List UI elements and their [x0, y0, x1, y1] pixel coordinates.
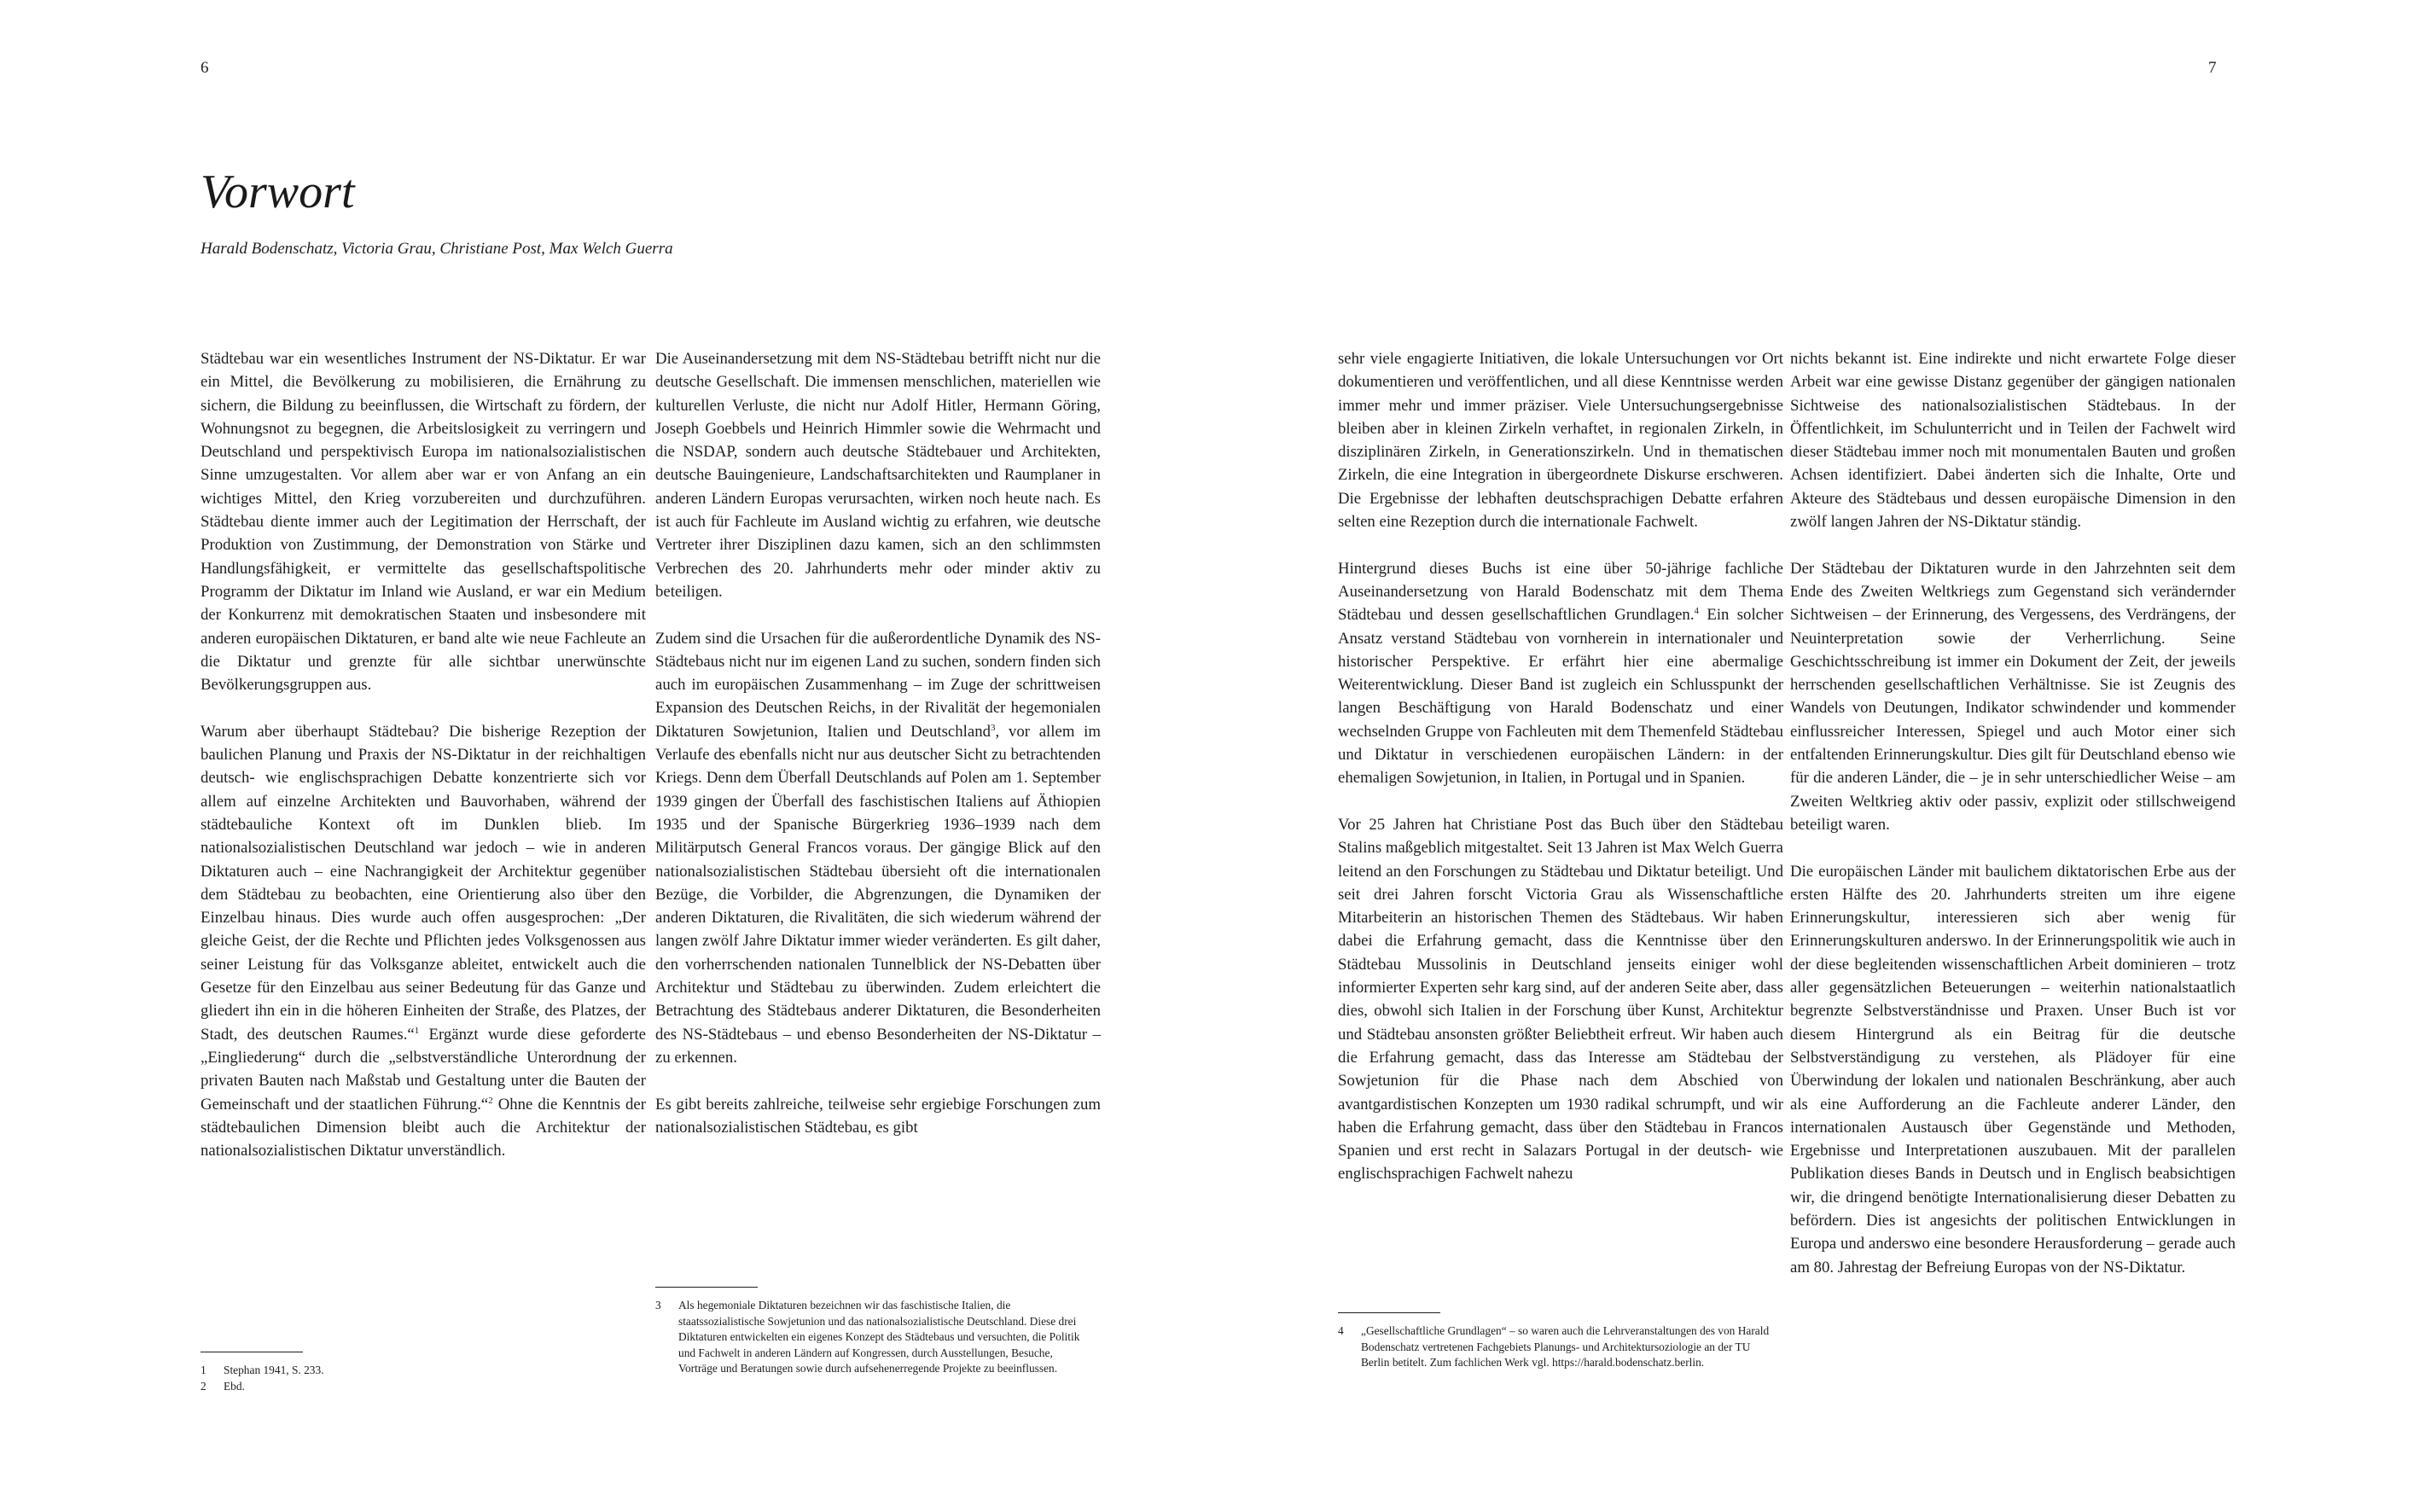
body-paragraph — [201, 720, 646, 1163]
text-run: Die Auseinandersetzung mit dem NS-Städtebau betrifft nicht nur die deutsche Gesellschaft. Die immensen menschlichen, materiellen wie kulturellen Verluste, die nicht nur Adolf Hitler, Hermann Göring, Joseph Goebbels und Heinrich Himmler sowie die Wehrmacht und die NSDAP, sondern auch deutsche Städtebauer und Architekten, deutsche Bauingenieure, Landschaftsarchitekten und Raumplaner in anderen Ländern Europas verursachten, wirken noch heute nach. Es ist auch für Fachleute im Ausland wichtig zu erfahren, wie deutsche Vertreter ihrer Disziplinen dazu kamen, sich an den schlimmsten Verbrechen des 20. Jahrhunderts mehr oder minder aktiv zu beteiligen. — [655, 350, 1101, 601]
body-paragraph — [1790, 860, 2236, 1279]
author-line: Harald Bodenschatz, Victoria Grau, Christiane Post, Max Welch Guerra — [201, 240, 673, 258]
footnote — [201, 1379, 456, 1395]
footnote-number: 1 — [201, 1364, 206, 1376]
footnote-marker: 1 — [414, 1025, 420, 1036]
footnote-number: 3 — [655, 1299, 661, 1311]
body-paragraph — [1790, 347, 2236, 533]
text-run: Städtebau war ein wesentliches Instrument der NS-Diktatur. Er war ein Mittel, die Bevölkerung zu mobilisieren, die Ernährung zu sichern, die Bildung zu beeinflussen, die Wirtschaft zu fördern, der Wohnungsnot zu begegnen, die Arbeitslosigkeit zu verringern und Deutschland und perspektivisch Europa im nationalsozialistischen Sinne umzugestalten. Vor allem aber war er von Anfang an ein wichtiges Mittel, den Krieg vorzubereiten und durchzuführen. Städtebau diente immer auch der Legitimation der Herrschaft, der Produktion von Zustimmung, der Demonstration von Stärke und Handlungsfähigkeit, er vermittelte das gesellschaftspolitische Programm der Diktatur im Inland wie Ausland, er war ein Medium der Konkurrenz mit demokratischen Staaten und insbesondere mit anderen europäischen Diktaturen, er band alte wie neue Fachleute an die Diktatur und grenzte für alle sichtbar unerwünschte Bevölkerungsgruppen aus. — [201, 350, 646, 695]
footnote — [655, 1298, 1082, 1377]
footnotes-middle — [655, 1287, 1082, 1377]
footnote-marker: 3 — [990, 722, 996, 733]
footnote-marker: 2 — [488, 1095, 493, 1106]
footnote-text: „Gesellschaftliche Grundlagen“ – so waren auch die Lehrveranstaltungen des von Harald Bodenschatz vertretenen Fachgebiets Planungs- und Architektursoziologie an der TU Berlin betitelt. Zum fachlichen Werk vgl. https://harald.bodenschatz.berlin. — [1361, 1324, 1770, 1369]
text-run: Ergänzt wurde diese geforderte „Eingliederung“ durch die „selbstverständliche Unterordnung der privaten Bauten nach Maßstab und Gestaltung unter die Bauten der Gemeinschaft und der staatlichen Führung.“ — [201, 1025, 647, 1114]
text-run: Warum aber überhaupt Städtebau? Die bisherige Rezeption der baulichen Planung und Praxis der NS-Diktatur in der reichhaltigen deutsch- wie englischsprachigen Debatte konzentrierte sich vor allem auf einzelne Architekten und Bauvorhaben, während der städtebauliche Kontext oft im Dunklen blieb. Im nationalsozialistischen Deutschland war jedoch – wie in anderen Diktaturen auch – eine Nachrangigkeit der Architektur gegenüber dem Städtebau zu beobachten, eine Orientierung also über den Einzelbau hinaus. Dies wurde auch offen ausgesprochen: „Der gleiche Geist, der die Rechte und Pflichten jedes Volksgenossen aus seiner Leistung für das Volksganze ableitet, entwickelt auch die Gesetze für den Einzelbau aus seiner Bedeutung für das Ganze und gliedert ihn ein in die höheren Einheiten der Straße, des Platzes, der Stadt, des deutschen Raumes.“ — [201, 722, 646, 1044]
text-run: Zudem sind die Ursachen für die außerordentliche Dynamik des NS-Städtebaus nicht nur im eigenen Land zu suchen, sondern finden sich auch im europäischen Zusammenhang – im Zuge der schrittweisen Expansion des Deutschen Reichs, in der Rivalität der hegemonialen Diktaturen Sowjetunion, Italien und Deutschland — [655, 629, 1101, 741]
body-paragraph — [655, 347, 1101, 603]
footnotes-right — [1338, 1312, 1773, 1371]
text-column-4 — [1790, 347, 2236, 1279]
footnotes-left — [201, 1352, 456, 1394]
body-paragraph — [1338, 347, 1783, 533]
footnote-number: 2 — [201, 1379, 206, 1393]
footnote — [201, 1363, 456, 1379]
footnote-text: Ebd. — [224, 1379, 245, 1393]
footnote-marker: 4 — [1694, 606, 1700, 617]
text-run: Hintergrund dieses Buchs ist eine über 50-jährige fachliche Auseinandersetzung von Harald Bodenschatz mit dem Thema Städtebau und dessen gesellschaftlichen Grundlagen. — [1338, 559, 1783, 625]
footnote-rule — [655, 1287, 758, 1288]
body-paragraph — [1790, 557, 2236, 837]
page-number-left: 6 — [201, 59, 209, 77]
page-number-right: 7 — [2208, 59, 2217, 77]
body-paragraph — [201, 347, 646, 696]
footnote-rule — [1338, 1312, 1440, 1313]
text-column-3 — [1338, 347, 1783, 1186]
footnote-text: Als hegemoniale Diktaturen bezeichnen wir das faschistische Italien, die staatssozialistische Sowjetunion und das nationalsozialistische Deutschland. Diese drei Diktaturen entwickelten ein eigenes Konzept des Städtebaus und versuchten, die Politik und Fachwelt in anderen Ländern auf Kongressen, durch Ausstellungen, Besuche, Vorträge und Beratungen sowie durch aufsehenerregende Projekte zu beeinflussen. — [678, 1299, 1080, 1375]
text-run: Der Städtebau der Diktaturen wurde in den Jahrzehnten seit dem Ende des Zweiten Weltkriegs zum Gegenstand sich verändernder Sichtweisen – der Erinnerung, des Vergessens, des Verdrängens, der Neuinterpretation sowie der Verherrlichung. Seine Geschichtsschreibung ist immer ein Dokument der Zeit, der jeweils herrschenden gesellschaftlichen Verhältnisse. Sie ist Zeugnis des Wandels von Deutungen, Indikator schwindender und kommender einflussreicher Interessen, Spiegel und auch Motor einer sich entfaltenden Erinnerungskultur. Dies gilt für Deutschland ebenso wie für die anderen Länder, die – je in sehr unterschiedlicher Weise – am Zweiten Weltkrieg aktiv oder passiv, explizit oder stillschweigend beteiligt waren. — [1790, 559, 2236, 834]
text-run: Ohne die Kenntnis der städtebaulichen Dimension bleibt auch die Architektur der nationalsozialistischen Diktatur unverständlich. — [201, 1095, 646, 1160]
text-column-1 — [201, 347, 646, 1162]
text-column-2 — [655, 347, 1101, 1139]
text-run: , vor allem im Verlaufe des ebenfalls nicht nur aus deutscher Sicht zu betrachtenden Kriegs. Denn dem Überfall Deutschlands auf Polen am 1. September 1939 gingen der Überfall des faschistischen Italiens auf Äthiopien 1935 und der Spanische Bürgerkrieg 1936–1939 nach dem Militärputsch General Francos voraus. Der gängige Blick auf den nationalsozialistischen Städtebau übersieht oft die internationalen Bezüge, die Vorbilder, die Abgrenzungen, die Dynamiken der anderen Diktaturen, die Rivalitäten, die sich wiederum während der langen zwölf Jahre Diktatur immer wieder veränderten. Es gilt daher, den vorherrschenden nationalen Tunnelblick der NS-Debatten über Architektur und Städtebau zu überwinden. Zudem erleichtert die Betrachtung des Städtebaus anderer Diktaturen, die Besonderheiten des NS-Städtebaus – und ebenso Besonderheiten der NS-Diktatur – zu erkennen. — [655, 722, 1101, 1067]
footnote — [1338, 1323, 1773, 1371]
text-run: sehr viele engagierte Initiativen, die lokale Untersuchungen vor Ort dokumentieren und veröffentlichen, und all diese Kenntnisse werden immer mehr und immer präziser. Viele Untersuchungsergebnisse bleiben aber in kleinen Zirkeln verhaftet, in regionalen Zirkeln, in disziplinären Zirkeln, in Generationszirkeln. Und in thematischen Zirkeln, die eine Integration in übergeordnete Diskurse erschweren. Die Ergebnisse der lebhaften deutschsprachigen Debatte erfahren selten eine Rezeption durch die internationale Fachwelt. — [1338, 350, 1783, 532]
text-run: Die europäischen Länder mit baulichem diktatorischen Erbe aus der ersten Hälfte des 20. Jahrhunderts streiten um ihre eigene Erinnerungskultur, interessieren sich aber wenig für Erinnerungskulturen anderswo. In der Erinnerungspolitik wie auch in der diese begleitenden wissenschaftlichen Arbeit dominieren – trotz aller gegensätzlichen Beteuerungen – weiterhin nationalstaatlich begrenzte Selbstverständnisse und Praxen. Unser Buch ist vor diesem Hintergrund als ein Beitrag für die deutsche Selbstverständigung zu verstehen, als Plädoyer für eine Überwindung der lokalen und nationalen Beschränkung, aber auch als eine Aufforderung an die Fachleute anderer Länder, den internationalen Austausch über Gegenstände und Methoden, Ergebnisse und Interpretationen auszubauen. Mit der parallelen Publikation dieses Bands in Deutsch und in Englisch beabsichtigen wir, die dringend benötigte Internationalisierung dieser Debatten zu befördern. Dies ist angesichts der politischen Entwicklungen in Europa und anderswo eine besondere Herausforderung – gerade auch am 80. Jahrestag der Befreiung Europas von der NS-Diktatur. — [1790, 862, 2236, 1276]
text-run: Ein solcher Ansatz verstand Städtebau von vornherein in internationaler und historischer Perspektive. Er erfährt hier eine abermalige Weiterentwicklung. Dieser Band ist zugleich ein Schlusspunkt der langen Beschäftigung von Harald Bodenschatz und einer wechselnden Gruppe von Fachleuten mit dem Themenfeld Städtebau und Diktatur in verschiedenen europäischen Ländern: in der ehemaligen Sowjetunion, in Italien, in Portugal und in Spanien. — [1338, 606, 1783, 788]
footnote-text: Stephan 1941, S. 233. — [224, 1364, 324, 1376]
body-paragraph — [655, 1093, 1101, 1140]
chapter-title: Vorwort — [201, 166, 355, 218]
body-paragraph — [1338, 557, 1783, 790]
footnote-number: 4 — [1338, 1324, 1344, 1337]
text-run: nichts bekannt ist. Eine indirekte und nicht erwartete Folge dieser Arbeit war eine gewisse Distanz gegenüber der gängigen nationalen Sichtweise des nationalsozialistischen Städtebaus. In der Öffentlichkeit, im Schulunterricht und in Teilen der Fachwelt wird dieser Städtebau immer noch mit monumentalen Bauten und großen Achsen identifiziert. Dabei änderten sich die Inhalte, Orte und Akteure des Städtebaus und dessen europäische Dimension in den zwölf langen Jahren der NS-Diktatur ständig. — [1790, 350, 2236, 532]
body-paragraph — [655, 627, 1101, 1070]
text-run: Vor 25 Jahren hat Christiane Post das Buch über den Städtebau Stalins maßgeblich mitgestaltet. Seit 13 Jahren ist Max Welch Guerra leitend an den Forschungen zu Städtebau und Diktatur beteiligt. Und seit drei Jahren forscht Victoria Grau als Wissenschaftliche Mitarbeiterin an historischen Themen des Städtebaus. Wir haben dabei die Erfahrung gemacht, dass die Kenntnisse über den Städtebau Mussolinis in Deutschland jenseits einiger wohl informierter Experten sehr karg sind, auf der anderen Seite aber, dass dies, obwohl sich Italien in der Forschung über Kunst, Architektur und Städtebau ansonsten größter Beliebtheit erfreut. Wir haben auch die Erfahrung gemacht, dass das Interesse am Städtebau der Sowjetunion für die Phase nach dem Abschied von avantgardistischen Konzepten um 1930 radikal schrumpft, und wir haben die Erfahrung gemacht, dass über den Städtebau in Francos Spanien und erst recht in Salazars Portugal in der deutsch- wie englischsprachigen Fachwelt nahezu — [1338, 815, 1783, 1183]
text-run: Es gibt bereits zahlreiche, teilweise sehr ergiebige Forschungen zum nationalsozialistischen Städtebau, es gibt — [655, 1095, 1101, 1137]
body-paragraph — [1338, 813, 1783, 1186]
